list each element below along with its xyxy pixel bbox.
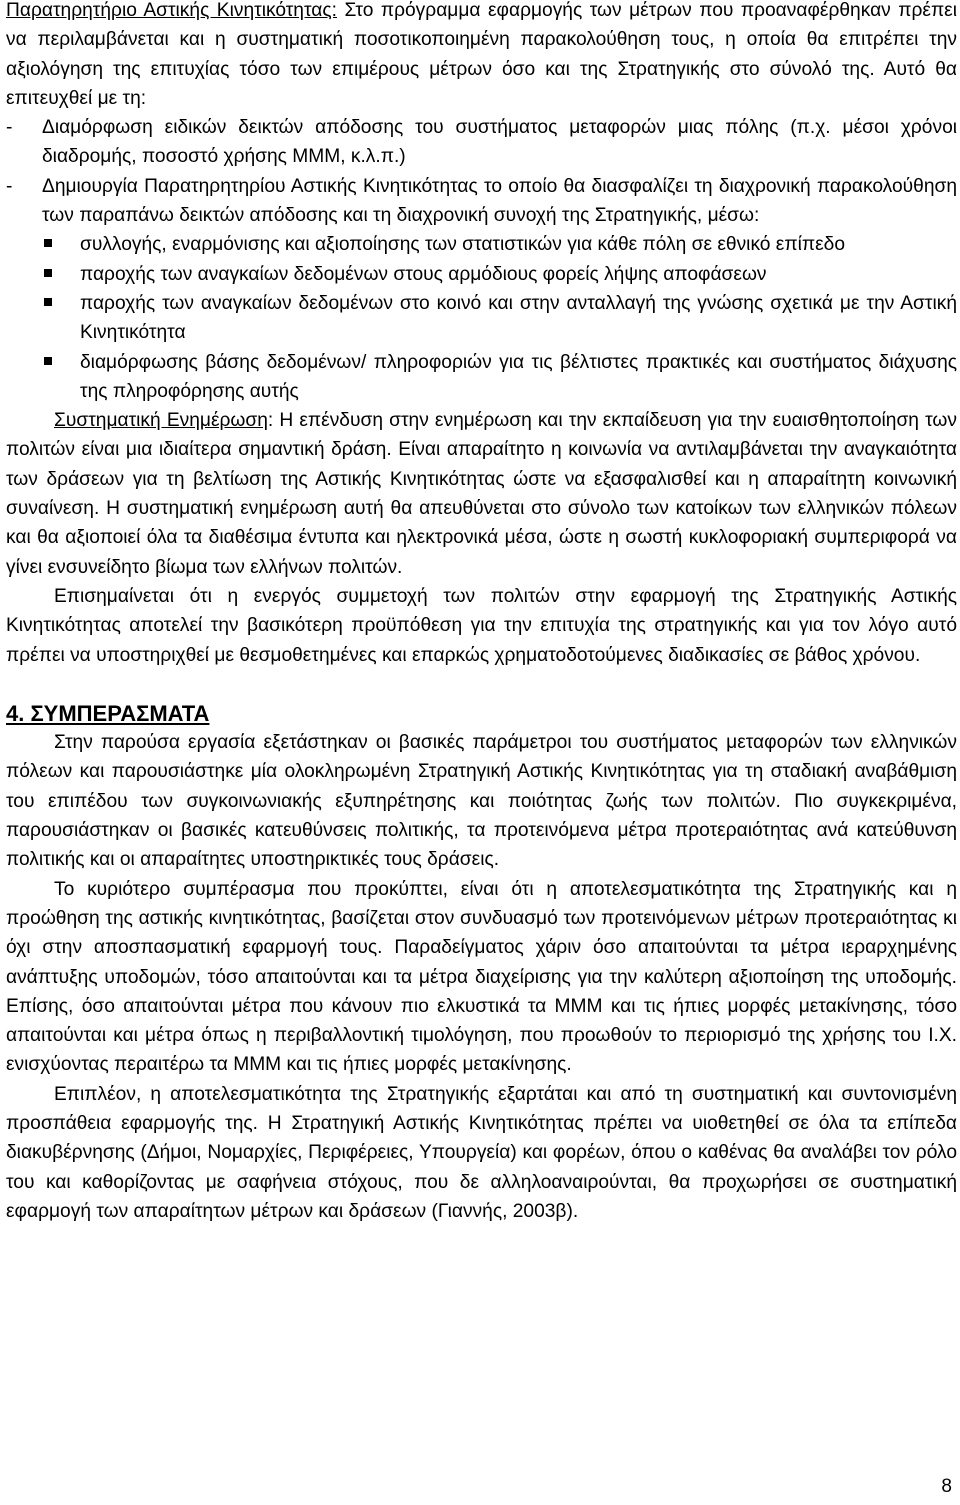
conclusions-heading-text: 4. ΣΥΜΠΕΡΑΣΜΑΤΑ: [6, 700, 210, 726]
square-bullet-icon: [42, 289, 80, 348]
bullet-list-item: [6, 348, 957, 407]
document-page: [6, 0, 957, 1226]
dash-item-text: Διαμόρφωση ειδικών δεικτών απόδοσης του συστήματος μεταφορών μιας πόλης (π.χ. μέσοι χρόνοι διαδρομής, ποσοστό χρήσης ΜΜΜ, κ.λ.π.): [42, 117, 957, 168]
conclusions-paragraph: Επιπλέον, η αποτελεσματικότητα της Στρατηγικής εξαρτάται και από τη συστηματική και συντονισμένη προσπάθεια εφαρμογής της. Η Στρατηγική Αστικής Κινητικότητας πρέπει να υιοθετηθεί σε όλα τα επίπεδα διακυβέρνησης (Δήμοι, Νομαρχίες, Περιφέρειες, Υπουργεία) και φορέων, όπου ο καθένας θα αναλάβει τον ρόλο του και καθορίζοντας με σαφήνεια στόχους, που δε αλληλοαναιρούνται, θα προχωρήσει σε συστηματική εφαρμογή των απαραίτητων μέτρων και δράσεων (Γιαννής, 2003β).: [6, 1083, 957, 1222]
awareness-label: Συστηματική Ενημέρωση: [54, 410, 268, 432]
bullet-item-text: συλλογής, εναρμόνισης και αξιοποίησης των στατιστικών για κάθε πόλη σε εθνικό επίπεδο: [80, 234, 846, 256]
dash-marker: -: [6, 175, 13, 197]
bullet-item-text: παροχής των αναγκαίων δεδομένων στους αρμόδιους φορείς λήψης αποφάσεων: [80, 263, 767, 285]
bullet-item-text: παροχής των αναγκαίων δεδομένων στο κοινό και στην ανταλλαγή της γνώσης σχετικά με την Αστική Κινητικότητα: [80, 292, 957, 344]
bullet-item-text: διαμόρφωσης βάσης δεδομένων/ πληροφοριών για τις βέλτιστες πρακτικές και συστήματος διάχυσης της πληροφόρησης αυτής: [80, 351, 957, 402]
observatory-text: Στο πρόγραμμα εφαρμογής των μέτρων που προαναφέρθηκαν πρέπει να περιλαμβάνεται και η συστηματική ποσοτικοποιημένη παρακολούθηση τους, η οποία θα επιτρέπει την αξιολόγηση της επιτυχίας τόσο των επιμέρους μέτρων όσο και της Στρατηγικής στο σύνολό της. Αυτό θα επιτευχθεί με τη:: [6, 0, 957, 109]
dash-marker: -: [6, 117, 13, 139]
observatory-paragraph: [6, 0, 957, 113]
conclusions-paragraph: Το κυριότερο συμπέρασμα που προκύπτει, είναι ότι η αποτελεσματικότητα της Στρατηγικής και η προώθηση της αστικής κινητικότητας, βασίζεται στον συνδυασμό των προτεινόμενων μέτρων προτεραιότητας κι όχι στην αποσπασματική εφαρμογή τους. Παραδείγματος χάριν όσο απαιτούνται τα μέτρα ιεραρχημένης ανάπτυξης υποδομών, τόσο απαιτούνται και τα μέτρα διαχείρισης για την καλύτερη αξιοποίηση της υποδομής. Επίσης, όσο απαιτούνται μέτρα που κάνουν πιο ελκυστικά τα ΜΜΜ και τις ήπιες μορφές μετακίνησης, τόσο απαιτούνται και μέτρα όπως η περιβαλλοντική τιμολόγηση, που προωθούν το περιορισμό της χρήσης του Ι.Χ. ενισχύοντας περαιτέρω τα ΜΜΜ και τις ήπιες μορφές μετακίνησης.: [6, 878, 957, 1076]
dash-list-item: [6, 172, 957, 231]
awareness-paragraph: [6, 406, 957, 582]
square-bullet-icon: [42, 348, 80, 407]
square-bullet-icon: [42, 230, 80, 259]
dash-list-item: [6, 113, 957, 172]
conclusions-paragraph: Στην παρούσα εργασία εξετάστηκαν οι βασικές παράμετροι του συστήματος μεταφορών των ελληνικών πόλεων και παρουσιάστηκε μία ολοκληρωμένη Στρατηγική Αστικής Κινητικότητας για τη σταδιακή αναβάθμιση του επιπέδου των συγκοινωνιακής εξυπηρέτησης και ποιότητας ζωής των πολιτών. Πιο συγκεκριμένα, παρουσιάστηκαν οι βασικές κατευθύνσεις πολιτικής, τα προτεινόμενα μέτρα προτεραιότητας ανά κατεύθυνση πολιτικής και οι απαραίτητες υποστηρικτικές τους δράσεις.: [6, 732, 957, 871]
square-bullet-icon: [42, 260, 80, 289]
conclusions-heading: [6, 699, 957, 728]
observatory-label: Παρατηρητήριο Αστικής Κινητικότητας:: [6, 0, 337, 21]
page-number: 8: [941, 1476, 952, 1497]
bullet-list-item: [6, 289, 957, 348]
awareness-text: : Η επένδυση στην ενημέρωση και την εκπαίδευση για την ευαισθητοποίηση των πολιτών είναι μια ιδιαίτερα σημαντική δράση. Είναι απαραίτητο η κοινωνία να αντιλαμβάνεται την αναγκαιότητα των δράσεων για τη βελτίωση της Αστικής Κινητικότητας ώστε να εξασφαλισθεί και η απαραίτητη κοινωνική συναίνεση. Η συστηματική ενημέρωση αυτή θα απευθύνεται στο σύνολο των κατοίκων των ελληνικών πόλεων και θα αξιοποιεί όλα τα διαθέσιμα έντυπα και ηλεκτρονικά μέσα, ώστε η σωστή κυκλοφοριακή συμπεριφορά να γίνει ενσυνείδητο βίωμα των ελλήνων πολιτών.: [6, 410, 957, 578]
bullet-list-item: [6, 230, 957, 259]
dash-item-text: Δημιουργία Παρατηρητηρίου Αστικής Κινητικότητας το οποίο θα διασφαλίζει τη διαχρονική παρακολούθηση των παραπάνω δεικτών απόδοσης και τη διαχρονική συνοχή της Στρατηγικής, μέσω:: [42, 175, 957, 227]
bullet-list-item: [6, 260, 957, 289]
awareness-paragraph-2: Επισημαίνεται ότι η ενεργός συμμετοχή των πολιτών στην εφαρμογή της Στρατηγικής Αστικής Κινητικότητας αποτελεί την βασικότερη προϋπόθεση για την επιτυχία της στρατηγικής και για τον λόγο αυτό πρέπει να υποστηριχθεί με θεσμοθετημένες και επαρκώς χρηματοδοτούμενες διαδικασίες σε βάθος χρόνου.: [6, 585, 957, 666]
